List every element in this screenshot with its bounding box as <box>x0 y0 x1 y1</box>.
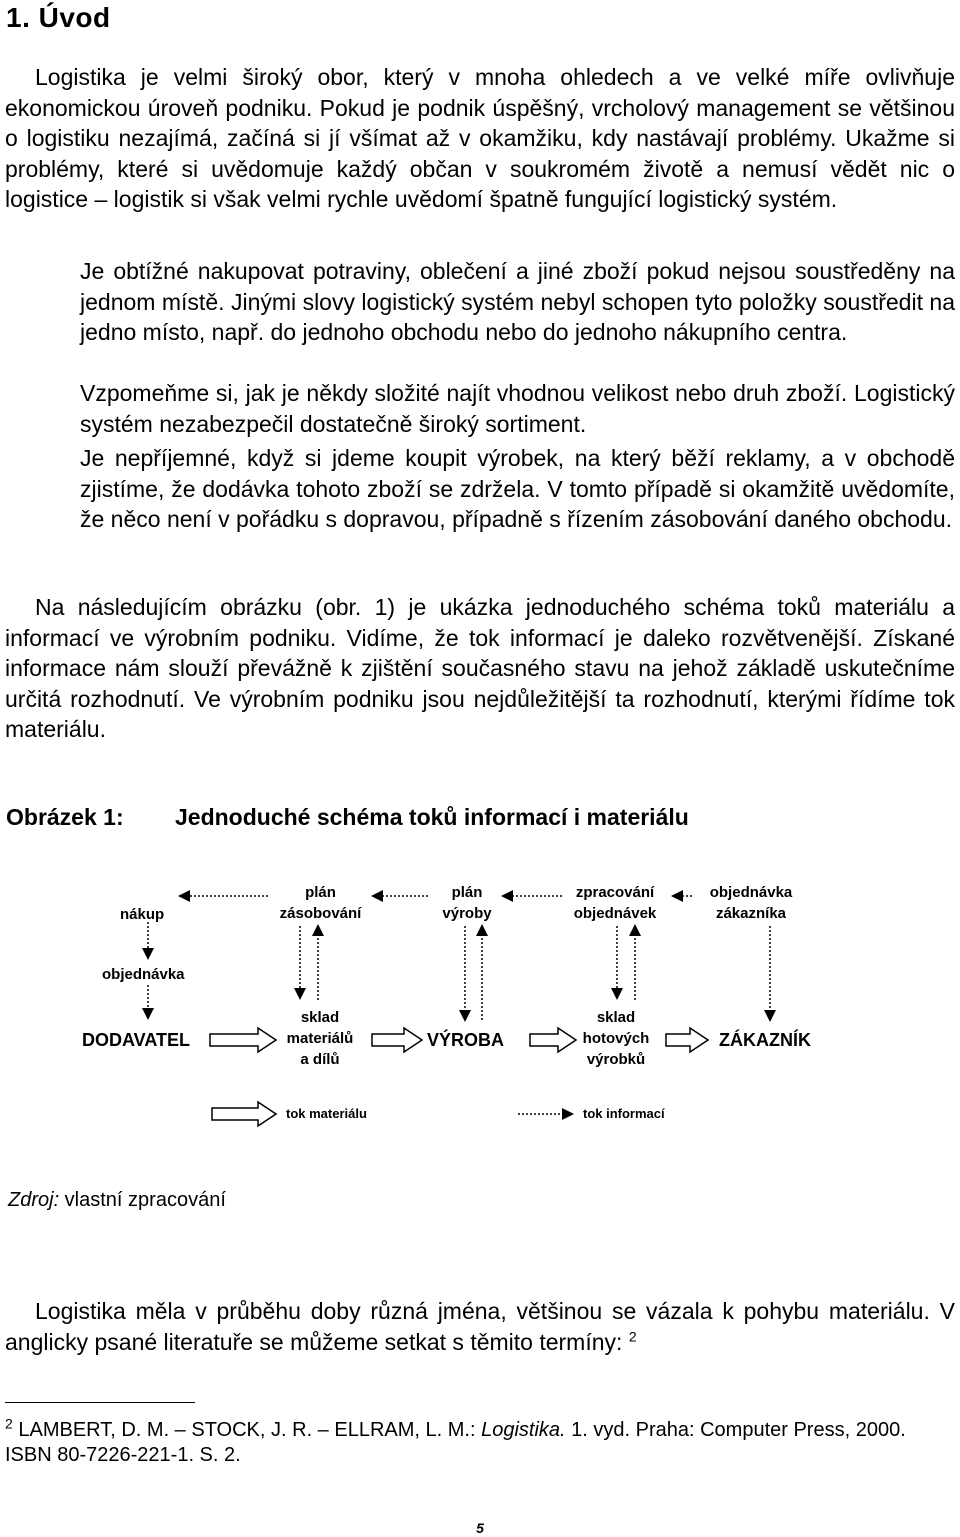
footnote-ref: 2 <box>628 1327 637 1344</box>
node-line: objednávek <box>573 905 657 922</box>
node-zpracovani-objednavek <box>565 882 665 924</box>
footnote-rest: 1. vyd. Praha: Computer Press, 2000. ISBN 80-7226-221-1. S. 2. <box>5 1419 906 1466</box>
section-heading: 1. Úvod <box>6 2 111 33</box>
node-objednavka: objednávka <box>102 966 185 983</box>
figure-label: Obrázek 1: <box>6 804 124 830</box>
legend-info: tok informací <box>583 1106 665 1121</box>
source-label: Zdroj: <box>8 1189 60 1211</box>
list-item-text: Je obtížné nakupovat potraviny, oblečení a jiné zboží pokud nejsou soustředěny na jednom místě. Jinými slovy logistický systém nebyl schopen tyto položky soustředit na jedno místo, např. do jednoho obchodu nebo do jednoho nákupního centra. <box>80 258 955 345</box>
node-sklad-vyrobku <box>574 1007 658 1070</box>
node-nakup: nákup <box>120 906 165 923</box>
node-line: plán <box>451 884 483 901</box>
figure-title: Jednoduché schéma toků informací i materiálu <box>175 804 689 830</box>
node-zakaznik: ZÁKAZNÍK <box>719 1030 811 1050</box>
node-sklad-materialu <box>276 1007 364 1070</box>
footnote-title: Logistika. <box>481 1419 566 1441</box>
node-line: sklad <box>596 1009 636 1026</box>
footnote <box>5 1415 955 1468</box>
flow-diagram <box>0 860 960 1140</box>
third-paragraph-text: Logistika měla v průběhu doby různá jména, většinou se vázala k pohybu materiálu. V anglicky psané literatuře se můžeme setkat s těmito termíny: <box>5 1298 955 1355</box>
node-line: plán <box>305 884 336 901</box>
node-line: zpracování <box>575 884 655 901</box>
info-flow-arrows <box>148 896 770 1114</box>
node-line: hotových <box>582 1030 650 1047</box>
node-line: zákazníka <box>715 905 787 922</box>
list-item-text: Je nepříjemné, když si jdeme koupit výrobek, na který běží reklamy, a v obchodě zjistíme, že dodávka tohoto zboží se zdržela. V tomto případě si okamžitě uvědomíte, že něco není v pořádku s dopravou, případně s řízením zásobování daného obchodu. <box>80 445 955 532</box>
list-item-text: Vzpomeňme si, jak je někdy složité najít vhodnou velikost nebo druh zboží. Logistický systém nezabezpečil dostatečně široký sortiment. <box>80 380 955 437</box>
node-dodavatel: DODAVATEL <box>82 1030 190 1050</box>
second-paragraph: Na následujícím obrázku (obr. 1) je ukázka jednoduchého schéma toků materiálu a informací ve výrobním podniku. Vidíme, že tok informací je daleko rozvětvenější. Získané informace nám slouží převážně k zjištění současného stavu na jehož základě uskutečníme určitá rozhodnutí. Ve výrobním podniku jsou nejdůležitější ta rozhodnutí, kterými řídíme tok materiálu. <box>5 594 955 742</box>
page-number: 5 <box>476 1520 484 1536</box>
footnote-number: 2 <box>5 1415 13 1432</box>
third-paragraph <box>5 1296 955 1357</box>
node-plan-vyroby <box>433 882 501 924</box>
figure-source <box>8 1189 226 1212</box>
source-text: vlastní zpracování <box>59 1189 226 1211</box>
node-plan-zasobovani <box>273 882 368 924</box>
node-line: sklad <box>300 1009 340 1026</box>
node-line: výroby <box>442 905 492 922</box>
node-line: materiálů <box>286 1030 354 1047</box>
node-line: objednávka <box>709 884 793 901</box>
node-line: zásobování <box>279 905 362 922</box>
intro-paragraph: Logistika je velmi široký obor, který v mnoha ohledech a ve velké míře ovlivňuje ekonomickou úroveň podniku. Pokud je podnik úspěšný, vrcholový management se většinou o logistiku nezajímá, začíná si jí všímat až v okamžiku, kdy nastávají problémy. Ukažme si problémy, které si uvědomuje každý občan v soukromém životě a nemusí vědět nic o logistice – logistik si však velmi rychle uvědomí špatně fungující logistický systém. <box>5 64 955 212</box>
node-vyroba: VÝROBA <box>427 1030 505 1050</box>
node-objednavka-zakaznika <box>700 882 802 924</box>
legend-material: tok materiálu <box>286 1106 367 1121</box>
node-line: výrobků <box>586 1051 646 1068</box>
footnote-divider <box>5 1402 195 1403</box>
node-line: a dílů <box>300 1051 340 1068</box>
footnote-authors: LAMBERT, D. M. – STOCK, J. R. – ELLRAM, L. M.: <box>12 1419 482 1441</box>
